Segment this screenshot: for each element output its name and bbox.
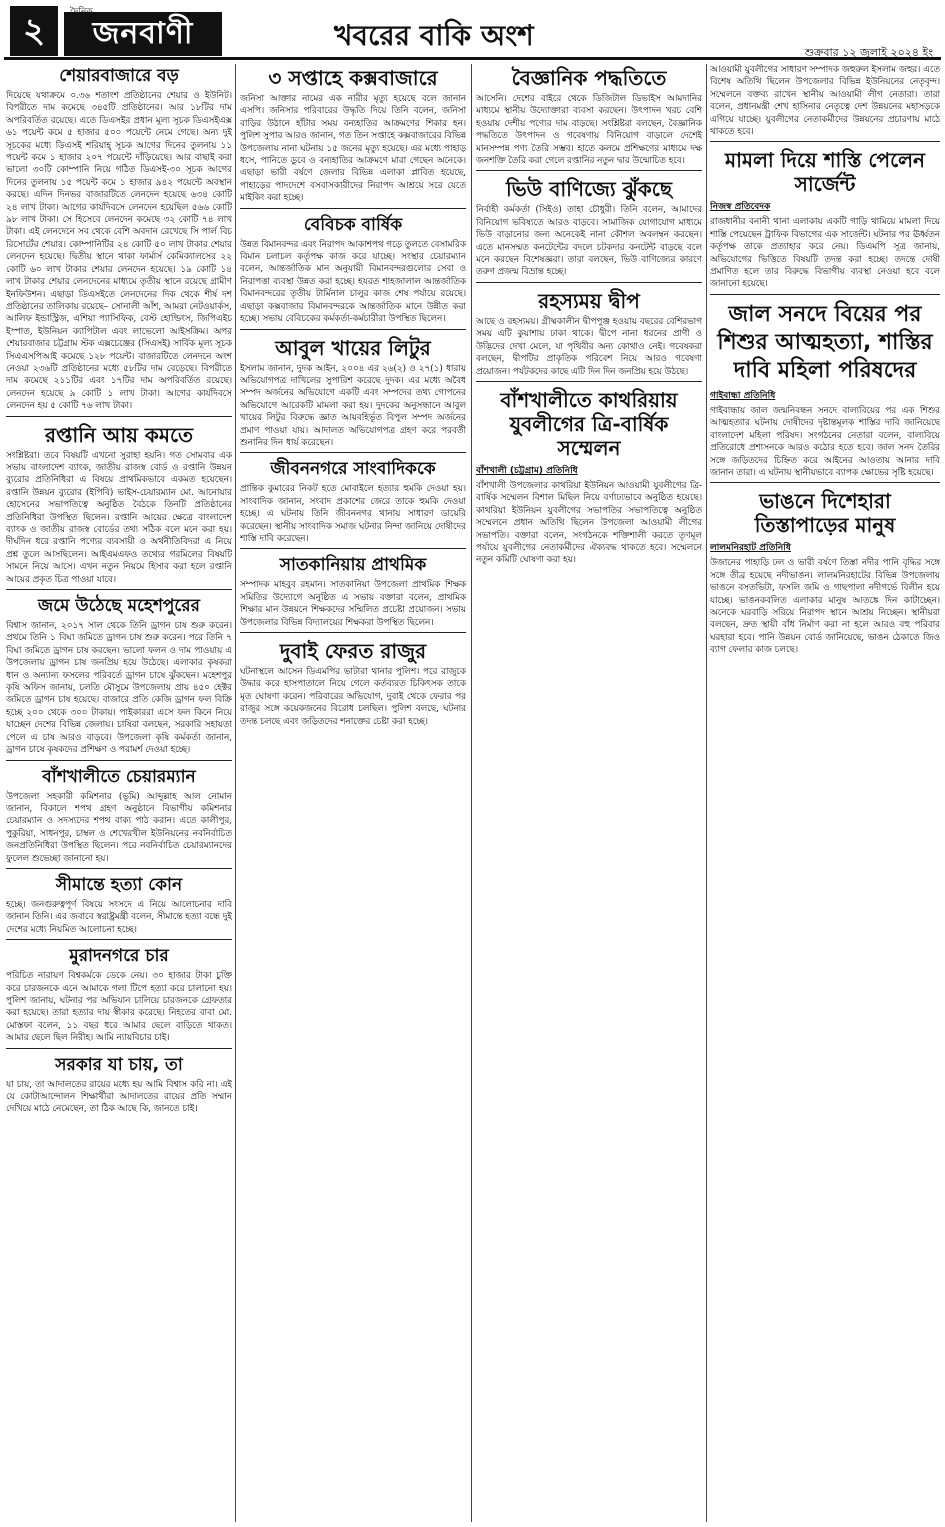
headline: সাতকানিয়ায় প্রাথমিক (279, 555, 427, 576)
section-title: খবরের বাকি অংশ (334, 19, 534, 52)
article-body: বাঁশখালী উপজেলার কাথরিয়া ইউনিয়ন আওয়ামী যুবলীগের ত্রি-বার্ষিক সম্মেলন বিশাল মিছিল নিয়ে বর্ণাঢ্যভাবে অনুষ্ঠিত হয়েছে। কাথরিয়া ইউনিয়ন যুবলীগের সভাপতির সভাপতিত্বে অনুষ্ঠিত সম্মেলনে প্রধান অতিথি ছিলেন উপজেলা আওয়ামী লীগের সভাপতি। বক্তারা বলেন, সংগঠনকে শক্তিশালী করতে তৃণমূল পর্যায়ে যুবলীগের নেতাকর্মীদের ঐক্যবদ্ধ থাকতে হবে। সম্মেলনে নতুন কমিটি ঘোষণা করা হয়। (476, 480, 702, 566)
article-dubai (240, 637, 466, 731)
headline: শেয়ারবাজারে বড় (59, 66, 179, 86)
headline: মামলা দিয়ে শাস্তি পেলেন সার্জেন্ট (725, 148, 925, 197)
column-3 (476, 64, 702, 1522)
byline: গাইবান্ধা প্রতিনিধি (710, 390, 776, 401)
headline: ৩ সপ্তাহে কক্সবাজারে (268, 66, 438, 90)
masthead (4, 2, 941, 60)
date-line: শুক্রবার ১২ জুলাই ২০২৪ ইং (804, 46, 933, 59)
article-banshkhali-chairman (6, 765, 232, 869)
page-number: ২ (10, 6, 58, 56)
article-muradnagar (6, 944, 232, 1048)
headline: জমে উঠেছে মহেশপুরের (38, 596, 200, 617)
article-body: জনিসা আক্তার নামের এক নারীর মৃত্যু হয়েছে বলে জানান এসপি। জনিসার পরিবারের উদ্ধৃতি দিয়ে তিনি বলেন, জনিসা বাড়ির উঠানে হাঁটার সময় বন্যহাতির আক্রমণের শিকার হন। পুলিশ সুপার আরও জানান, গত তিন সপ্তাহে কক্সবাজারের বিভিন্ন উপজেলায় নানা ঘটনায় ১৫ জনের মৃত্যু হয়েছে। এর মধ্যে পাহাড় ধসে, পানিতে ডুবে ও বন্যহাতির আক্রমণে মারা গেছেন অনেকে। এছাড়া ভারী বর্ষণে জেলার বিভিন্ন এলাকা প্লাবিত হয়েছে, পাহাড়ের পাদদেশে বসবাসকারীদের নিরাপদ আশ্রয়ে সরে যেতে মাইকিং করা হচ্ছে। (240, 94, 466, 204)
article-body: আওয়ামী যুবলীগের সাধারণ সম্পাদক জহুরুল ইসলাম জহুর। এতে বিশেষ অতিথি ছিলেন উপজেলার বিভিন্ন ইউনিয়নের নেতৃবৃন্দ। সম্মেলনে বক্তব্য রাখেন স্থানীয় আওয়ামী লীগ নেতারা। তারা বলেন, প্রধানমন্ত্রী শেখ হাসিনার নেতৃত্বে দেশ উন্নয়নের মহাসড়কে এগিয়ে যাচ্ছে। যুবলীগের নেতাকর্মীদের উন্নয়নের প্রচারণায় মাঠে থাকতে হবে। (710, 65, 940, 138)
paper-logo: জনবাণী (64, 12, 222, 56)
article-mahesh (6, 594, 232, 760)
article-body: হচ্ছে। জনগুরুত্বপূর্ণ বিষয়ে সংসদে এ নিয়ে আলোচনার দাবি জানান তিনি। এর জবাবে স্বরাষ্ট্রমন্ত্রী বলেন, সীমান্তে হত্যা বন্ধে দুই দেশের মধ্যে নিয়মিত আলোচনা হচ্ছে। (6, 899, 232, 935)
article-continued (710, 64, 940, 142)
article-body: ইসলাম জানান, দুদক আইন, ২০০৪ এর ২৬(২) ও ২৭(১) ধারায় অভিযোগপত্র দাখিলের সুপারিশ করেছে দুদক। এর মধ্যে অবৈধ সম্পদ অর্জনের অভিযোগে একটি এবং সম্পদের তথ্য গোপনের অভিযোগে আরেকটি মামলা করা হয়। দুদকের অনুসন্ধানে আবুল খায়ের লিটুর বিরুদ্ধে জ্ঞাত আয়বহির্ভূত বিপুল সম্পদ অর্জনের প্রমাণ পাওয়া যায়। আদালত অভিযোগপত্র গ্রহণ করে পরবর্তী শুনানির দিন ধার্য করেছেন। (240, 363, 466, 448)
article-body: দিয়েছে যথাক্রমে ০.৩৬ শতাংশ প্রতিষ্ঠানের শেয়ার ও ইউনিট। বিপরীতে দাম কমেছে ৩৪৫টি প্রতিষ্ঠানের। আর ১৮টির দাম অপরিবর্তিত রয়েছে। এতে ডিএসইর প্রধান মূল্য সূচক ডিএসইএক্স ৬১ পয়েন্ট কমে ৫ হাজার ৫০০ পয়েন্টে নেমে গেছে। অন্য দুই সূচকের মধ্যে ডিএসই শরিয়াহ্ সূচক আগের দিনের তুলনায় ১১ পয়েন্ট কমে ১ হাজার ২০৭ পয়েন্টে দাঁড়িয়েছে। আর বাছাই করা ভালো ৩০টি কোম্পানি নিয়ে গঠিত ডিএসই-৩০ সূচক আগের দিনের তুলনায় ১৫ পয়েন্ট কমে ১ হাজার ৯৪২ পয়েন্টে অবস্থান করছে। এদিন দিনভর বাজারটিতে লেনদেন হয়েছে ৬৩৪ কোটি ২৪ লাখ টাকা। আগের কার্যদিবসে লেনদেন হয়েছিল ৫৬৬ কোটি ৯৮ লাখ টাকা। সে হিসেবে লেনদেন কমেছে ৩২ কোটি ৭৪ লাখ টাকা। এই লেনদেনে সব থেকে বেশি অবদান রেখেছে সি পার্ল বিচ রিসোর্টের শেয়ার। কোম্পানিটির ২৪ কোটি ৫০ লাখ টাকার শেয়ার লেনদেন হয়েছে। দ্বিতীয় স্থানে থাকা ফার্মার্স কেমিক্যালসের ২২ কোটি ৬০ লাখ টাকার শেয়ার লেনদেন হয়েছে। ১৯ কোটি ১৪ লাখ টাকার শেয়ার লেনদেনের মাধ্যমে তৃতীয় স্থানে রয়েছে গ্রামীণ ইনফিউশন। এছাড়া ডিএসইতে লেনদেনের দিক থেকে শীর্ষ দশ প্রতিষ্ঠানের তালিকায় রয়েছে– সোনালী আঁশ, আমরা নেটওয়ার্কস, আলিফ ইন্ডাস্ট্রিজ, এশিয়া প্যাসিফিক, বেস্ট হোল্ডিংস, জিপিএইচ ইস্পাত, ইউনিয়ন ক্যাপিটাল এবং লাভেলো আইসক্রিম। অপর শেয়ারবাজার চট্টগ্রাম স্টক এক্সচেঞ্জের (সিএসই) সার্বিক মূল্য সূচক সিএএসপিআই কমেছে ১২৮ পয়েন্ট। বাজারটিতে লেনদনে অংশ নেওয়া ২৩৬টি প্রতিষ্ঠানের মধ্যে ৫৮টির দাম বেড়েছে। বিপরীতে দাম কমেছে ২১১টির এবং ১৭টির দাম অপরিবর্তিত রয়েছে। লেনদেন হয়েছে ৯ কোটি ১ লাখ টাকা। আগের কার্যদিবসে লেনদেন হয় ৫ কোটি ৭৬ লাখ টাকা। (6, 91, 232, 412)
article-body: সম্পাদক মাহবুব রহমান। সাতকানিয়া উপজেলা প্রাথমিক শিক্ষক সমিতির উদ্যোগে অনুষ্ঠিত এ সভায় বক্তারা বলেন, প্রাথমিক শিক্ষার মান উন্নয়নে শিক্ষকদের সম্মিলিত প্রচেষ্টা প্রয়োজন। সভায় উপজেলার বিভিন্ন বিদ্যালয়ের শিক্ষকরা উপস্থিত ছিলেন। (240, 580, 466, 628)
article-body: উজানের পাহাড়ি ঢল ও ভারী বর্ষণে তিস্তা নদীর পানি বৃদ্ধির সঙ্গে সঙ্গে তীব্র হয়েছে নদীভাঙন। লালমনিরহাটের বিভিন্ন উপজেলায় ভাঙনে বসতভিটা, ফসলি জমি ও গাছপালা নদীগর্ভে বিলীন হয়ে যাচ্ছে। ভাঙনকবলিত এলাকার মানুষ আতঙ্কে দিন কাটাচ্ছেন। অনেকে ঘরবাড়ি সরিয়ে নিরাপদ স্থানে আশ্রয় নিচ্ছেন। স্থানীয়রা বলছেন, দ্রুত স্থায়ী বাঁধ নির্মাণ করা না হলে আরও বহু পরিবার ঘরহারা হবে। পানি উন্নয়ন বোর্ড জানিয়েছে, ভাঙন ঠেকাতে জিও ব্যাগ ফেলার কাজ চলছে। (710, 558, 940, 656)
column-divider (235, 64, 236, 1522)
article-body: সংশ্লিষ্টরা। তবে বিষয়টি এখনো সুরাহা হয়নি। গত সোমবার এক সভায় বাংলাদেশ ব্যাংক, জাতীয় রাজস্ব বোর্ড ও রপ্তানি উন্নয়ন ব্যুরোর প্রতিনিধিরা এ বিষয়ে প্রাথমিকভাবে একমত হয়েছেন। রপ্তানি উন্নয়ন ব্যুরোর (ইপিবি) ভাইস-চেয়ারম্যান মো. আনোয়ার হোসেনের সভাপতিত্বে অনুষ্ঠিত বৈঠকে তিনটি প্রতিষ্ঠানের প্রতিনিধিরা উপস্থিত ছিলেন। রপ্তানি আয়ের ক্ষেত্রে বাংলাদেশ ব্যাংক ও জাতীয় রাজস্ব বোর্ডের তথ্য সঠিক বলে মনে করা হয়। দীর্ঘদিন ধরে রপ্তানি পণ্যের ব্যবসায়ী ও অর্থনীতিবিদরা এ নিয়ে প্রশ্ন তুলে আসছিলেন। আইএমএফও তথ্যের গরমিলের বিষয়টি সামনে নিয়ে আসে। এখন নতুন নিয়মে হিসাব করা হলে রপ্তানি আয়ের প্রকৃত চিত্র পাওয়া যাবে। (6, 450, 232, 585)
headline: ভিউ বাণিজ্যে ঝুঁকছে (506, 177, 672, 202)
headline: রহস্যময় দ্বীপ (538, 288, 640, 313)
article-banshkhali-jubo (476, 386, 702, 570)
headline: বেবিচক বার্ষিক (303, 214, 403, 235)
headline: ভাঙনে দিশেহারা তিস্তাপাড়ের মানুষ (754, 489, 896, 538)
article-satkania (240, 553, 466, 633)
article-body: গাইবান্ধায় জাল জন্মনিবন্ধন সনদে বাল্যবিয়ের পর এক শিশুর আত্মহত্যার ঘটনায় দোষীদের দৃষ্টান্তমূলক শাস্তির দাবি জানিয়েছে বাংলাদেশ মহিলা পরিষদ। সংগঠনের নেতারা বলেন, বাল্যবিয়ে প্রতিরোধে প্রশাসনকে আরও কঠোর হতে হবে। জাল সনদ তৈরির সঙ্গে জড়িতদের চিহ্নিত করে আইনের আওতায় আনার দাবি জানান তারা। এ ঘটনায় স্থানীয়ভাবে ব্যাপক ক্ষোভের সৃষ্টি হয়েছে। (710, 405, 940, 478)
article-abul (240, 334, 466, 454)
article-rohossomoy (476, 287, 702, 382)
headline: আবুল খায়ের লিটুর (275, 335, 431, 360)
article-body: উপজেলা সহকারী কমিশনার (ভূমি) আব্দুল্লাহ আল নোমান জানান, বিকালে শপথ গ্রহণ অনুষ্ঠানে বিভাগীয় কমিশনার চেয়ারম্যান ও সদস্যদের শপথ বাক্য পাঠ করান। এতে কালীপুর, পুকুরিয়া, সাধনপুর, চাম্বল ও শেখেরখীল ইউনিয়নের নবনির্বাচিত জনপ্রতিনিধিরা উপস্থিত ছিলেন। পরে নবনির্বাচিত চেয়ারম্যানদের ফুলেল শুভেচ্ছা জানানো হয়। (6, 791, 232, 864)
column-2 (240, 64, 466, 1522)
article-jibannagar (240, 457, 466, 549)
article-body: উন্নত বিমানবন্দর এবং নিরাপদ আকাশপথ গড়ে তুলতে বেসামরিক বিমান চলাচল কর্তৃপক্ষ কাজ করে যাচ্ছে। সংস্থার চেয়ারম্যান বলেন, আন্তর্জাতিক মান অনুযায়ী বিমানবন্দরগুলোর সেবা ও নিরাপত্তা ব্যবস্থা উন্নত করা হচ্ছে। হযরত শাহজালাল আন্তর্জাতিক বিমানবন্দরের তৃতীয় টার্মিনাল চালুর কাজ শেষ পর্যায়ে রয়েছে। এছাড়া কক্সবাজার বিমানবন্দরকে আন্তর্জাতিক মানে উন্নীত করা হচ্ছে। সভায় বেবিচকের কর্মকর্তা-কর্মচারীরা উপস্থিত ছিলেন। (240, 239, 466, 325)
headline: মুরাদনগরে চার (69, 946, 169, 967)
article-body: প্রান্তিক কুমারের নিকট হতে মোবাইলে হত্যার হুমকি দেওয়া হয়। সাংবাদিক জানান, সংবাদ প্রকাশের জেরে তাকে হুমকি দেওয়া হচ্ছে। এ ঘটনায় তিনি জীবননগর থানায় সাধারণ ডায়েরি করেছেন। স্থানীয় সাংবাদিক সমাজ ঘটনার নিন্দা জানিয়ে দোষীদের শাস্তি দাবি করেছেন। (240, 484, 466, 544)
article-cox (240, 64, 466, 209)
headline: সরকার যা চায়, তা (55, 1054, 183, 1075)
column-4 (710, 64, 940, 1522)
article-body: আছে ও রহস্যময়। গ্রীষ্মকালীন দ্বীপপুঞ্জ হওয়ায় বছরের বেশিরভাগ সময় এটি কুয়াশায় ঢাকা থাকে। দ্বীপে নানা ধরনের প্রাণী ও উদ্ভিদের দেখা মেলে, যা পৃথিবীর অন্য কোথাও নেই। গবেষকরা বলছেন, দ্বীপটির প্রাকৃতিক পরিবেশ নিয়ে আরও গবেষণা প্রয়োজন। পর্যটকদের কাছে এটি দিন দিন জনপ্রিয় হয়ে উঠছে। (476, 316, 702, 377)
headline: বাঁশখালীতে কাথরিয়ায় যুবলীগের ত্রি-বার্ষিক সম্মেলন (500, 387, 678, 460)
headline: জাল সনদে বিয়ের পর শিশুর আত্মহত্যা, শাস্তির দাবি মহিলা পরিষদের (717, 301, 933, 383)
headline: দুবাই ফেরত রাজুর (279, 639, 427, 663)
article-view-banijjo (476, 175, 702, 282)
article-bebichak (240, 213, 466, 330)
article-mamla (710, 146, 940, 294)
column-divider (471, 64, 472, 1522)
article-body: যা চায়, তা আদালতের রায়ের মধ্যে হয় আমি বিশ্বাস করি না। এই যে কোটাআন্দোলন শিক্ষার্থীরা আদালতের রায়ের প্রতি সম্মান দেখিয়ে মাঠে নেমেছেন, তা ঠিক আছে কি, জানতে চাই। (6, 1079, 232, 1115)
headline: বৈজ্ঞানিক পদ্ধতিতে (511, 66, 667, 90)
article-jal-sonod (710, 299, 940, 483)
article-ruptani (6, 421, 232, 590)
column-1 (6, 64, 232, 1522)
article-vangone (710, 487, 940, 659)
byline: লালমনিরহাট প্রতিনিধি (710, 543, 791, 554)
article-body: রাজধানীর বনানী থানা এলাকায় একটি গাড়ি থামিয়ে মামলা দিয়ে শাস্তি পেয়েছেন ট্রাফিক বিভাগের এক সার্জেন্ট। ঘটনার পর ঊর্ধ্বতন কর্তৃপক্ষ তাকে প্রত্যাহার করে নেয়। ডিএমপি সূত্র জানায়, অভিযোগের ভিত্তিতে বিষয়টি তদন্ত করা হচ্ছে। তদন্তে দোষী প্রমাণিত হলে তার বিরুদ্ধে বিভাগীয় ব্যবস্থা নেওয়া হবে বলে জানানো হয়েছে। (710, 217, 940, 290)
headline: রপ্তানি আয় কমতে (44, 422, 194, 447)
article-body: পরিচিত নারায়ণ বিশ্বকর্মকে ডেকে নেয়। ৩০ হাজার টাকা চুক্তি করে চারজনকে এনে আমাকে গলা টিপে হত্যা করে চালানো হয়। পুলিশ জানায়, ঘটনার পর অভিযান চালিয়ে চারজনকে গ্রেফতার করা হয়েছে। তারা হত্যার দায় স্বীকার করেছে। নিহতের বাবা মো. মোস্তফা বলেন, ১১ বছর ধরে আমার ছেলে বাড়িতে থাকত। আমার ছেলে ছিল নিরীহ। আমি ন্যায়বিচার চাই। (6, 971, 232, 1044)
byline: নিজস্ব প্রতিবেদক (710, 202, 771, 213)
article-body: ঘটনাস্থলে আসেন ডিএমপির ভাটারা থানার পুলিশ। পরে রাজুকে উদ্ধার করে হাসপাতালে নিয়ে গেলে কর্তব্যরত চিকিৎসক তাকে মৃত ঘোষণা করেন। পরিবারের অভিযোগ, দুবাই থেকে ফেরার পর রাজুর সঙ্গে কয়েকজনের বিরোধ চলছিল। পুলিশ বলছে, ঘটনার তদন্ত চলছে এবং জড়িতদের শনাক্তের চেষ্টা করা হচ্ছে। (240, 667, 466, 727)
headline: সীমান্তে হত্যা কোন (55, 874, 183, 895)
article-body: বিশ্বাস জানান, ২০১৭ সাল থেকে তিনি ড্রাগন চাষ শুরু করেন। প্রথমে তিনি ১ বিঘা জমিতে ড্রাগন চাষ শুরু করেন। পরে তিনি ৭ বিঘা জমিতে ড্রাগন চাষ করছেন। ভালো ফলন ও দাম পাওয়ায় এ উপজেলায় ড্রাগন চাষ জনপ্রিয় হয়ে উঠেছে। এলাকার কৃষকরা ধান ও অন্যান্য ফসলের পরিবর্তে ড্রাগন চাষে ঝুঁকছেন। মহেশপুর কৃষি অফিস জানায়, চলতি মৌসুমে উপজেলায় প্রায় ৪৫০ হেক্টর জমিতে ড্রাগন চাষ হয়েছে। বাজারে প্রতি কেজি ড্রাগন ফল বিক্রি হচ্ছে ২০০ থেকে ৩০০ টাকায়। পাইকাররা এসে ফল কিনে নিয়ে যাচ্ছেন দেশের বিভিন্ন জেলায়। চাষিরা বলছেন, সরকারি সহায়তা পেলে এ চাষ আরও বাড়বে। উপজেলা কৃষি কর্মকর্তা জানান, ড্রাগন চাষে কৃষকদের প্রশিক্ষণ ও পরামর্শ দেওয়া হচ্ছে। (6, 621, 232, 756)
column-divider (706, 64, 707, 1522)
article-body: আসেনি। দেশের বাইরে থেকে ডিজিটাল ডিভাইস আমদানির মাধ্যমে স্থানীয় উদ্যোক্তারা ব্যবসা করছেন। উৎপাদন খরচ বেশি হওয়ায় দেশীয় পণ্যের দাম বাড়ছে। সংশ্লিষ্টরা বলছেন, বৈজ্ঞানিক পদ্ধতিতে উৎপাদন ও গবেষণায় বিনিয়োগ বাড়ালে দেশেই মানসম্পন্ন পণ্য তৈরি সম্ভব। হাতে কলমে প্রশিক্ষণের মাধ্যমে দক্ষ জনশক্তি তৈরি করা গেলে রপ্তানির নতুন দ্বার উন্মোচিত হবে। (476, 94, 702, 167)
article-bigyanik (476, 64, 702, 171)
headline: বাঁশখালীতে চেয়ারম্যান (42, 766, 196, 787)
article-body: নির্বাহী কর্মকর্তা (সিইও) তাহা চৌধুরী। তিনি বলেন, আমাদের বিনিয়োগ ভবিষ্যতে আরও বাড়বে। সামাজিক যোগাযোগ মাধ্যমে ভিউ বাড়ানোর জন্য অনেকেই নানা কৌশল অবলম্বন করছেন। এতে মানসম্মত কনটেন্টের বদলে চটকদার কনটেন্ট বাড়ছে বলে মনে করছেন বিশেষজ্ঞরা। তারা বলছেন, ভিউ বাণিজ্যের কারণে তরুণ প্রজন্ম বিভ্রান্ত হচ্ছে। (476, 205, 702, 278)
headline: জীবননগরে সাংবাদিককে (270, 459, 436, 480)
article-sarkar (6, 1053, 232, 1119)
article-simante (6, 873, 232, 940)
byline: বাঁশখালী (চট্টগ্রাম) প্রতিনিধি (476, 465, 578, 476)
article-share-bazar (6, 64, 232, 417)
